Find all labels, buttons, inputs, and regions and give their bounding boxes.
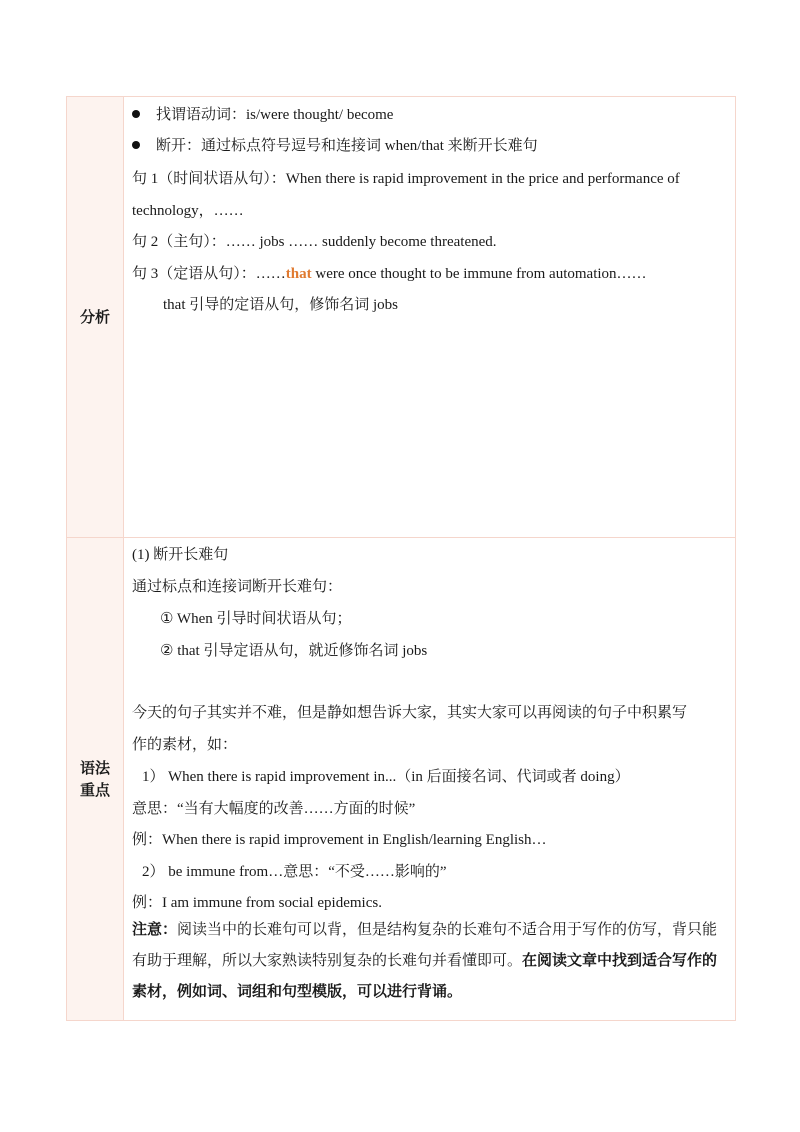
sentence-3: 句 3（定语从句）：……that were once thought to be immune from automation…… [132, 266, 647, 282]
analysis-label: 分析 [67, 97, 124, 537]
example-2-sentence: 例：I am immune from social epidemics. [132, 895, 382, 911]
grammar-row [67, 538, 735, 1020]
grammar-item-1: ① When 引导时间状语从句； [160, 611, 352, 627]
note-label: 注意： [132, 922, 178, 938]
bullet-item-split: 断开：通过标点符号逗号和连接词 when/that 来断开长难句 [132, 134, 729, 155]
highlighted-that: that [285, 266, 312, 282]
analysis-table [66, 96, 736, 1021]
sentence-2: 句 2（主句）：…… jobs …… suddenly become threatened. [132, 234, 497, 250]
example-1-title: 1） When there is rapid improvement in...（in 后面接名词、代词或者 doing） [142, 769, 630, 785]
sentence-1: 句 1（时间状语从句）：When there is rapid improvement in the price and performance of [132, 171, 680, 187]
analysis-content [124, 97, 735, 537]
grammar-item-2: ② that 引导定语从句，就近修饰名词 jobs [160, 643, 428, 659]
example-1-meaning: 意思：“当有大幅度的改善……方面的时候” [132, 801, 416, 817]
example-2-title: 2） be immune from…意思：“不受……影响的” [142, 864, 447, 880]
note-text: 阅读当中的长难句可以背，但是结构复杂的长难句不适合用于写作的仿写，背只能有助于理解，所以大家熟读特别复杂的长难句并看懂即可。 [132, 922, 718, 969]
analysis-row [67, 97, 735, 538]
grammar-intro: 通过标点和连接词断开长难句： [132, 579, 343, 595]
grammar-content [124, 538, 735, 1020]
paragraph-line-2: 作的素材，如： [132, 737, 238, 753]
note-paragraph [132, 915, 728, 1008]
sentence-3-note: that 引导的定语从句，修饰名词 jobs [163, 297, 398, 313]
example-1-sentence: 例：When there is rapid improvement in English/learning English… [132, 832, 547, 848]
grammar-label: 语法 重点 [67, 538, 124, 1020]
bullet-icon [132, 141, 140, 149]
sentence-1-continued: technology，…… [132, 203, 244, 219]
bullet-item-predicate: 找谓语动词：is/were thought/ become [132, 103, 729, 124]
paragraph-line-1: 今天的句子其实并不难，但是静如想告诉大家，其实大家可以再阅读的句子中积累写 [132, 705, 688, 721]
grammar-heading: (1) 断开长难句 [132, 547, 229, 563]
note-bold-text: 在阅读文章中找到适合写作的素材，例如词、词组和句型模版，可以进行背诵。 [132, 953, 718, 1000]
bullet-icon [132, 110, 140, 118]
